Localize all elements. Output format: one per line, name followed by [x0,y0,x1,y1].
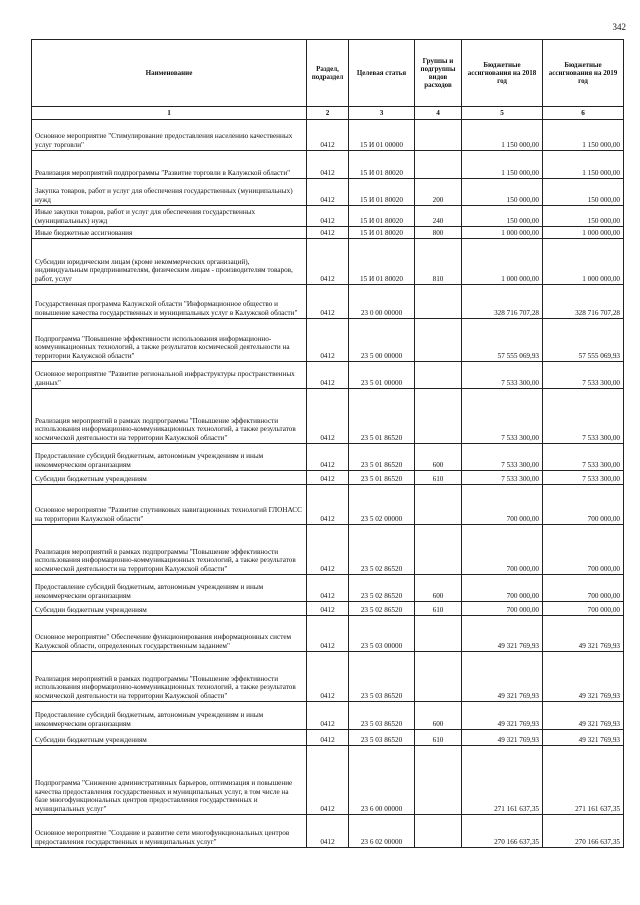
header-groups: Группы и подгруппы видов расходов [415,40,462,107]
row-section: 0412 [307,575,349,602]
row-amount-2019: 49 321 769,93 [543,616,624,652]
page-number: 342 [612,22,626,32]
row-amount-2018: 150 000,00 [462,179,543,206]
row-target: 23 5 00 00000 [349,319,415,362]
row-target: 23 6 02 00000 [349,815,415,848]
row-group: 610 [415,602,462,616]
header-target: Целевая статья [349,40,415,107]
row-amount-2019: 700 000,00 [543,602,624,616]
row-group [415,616,462,652]
row-section: 0412 [307,746,349,815]
row-group [415,389,462,444]
row-section: 0412 [307,730,349,746]
row-target: 15 И 01 00000 [349,120,415,151]
row-amount-2019: 1 000 000,00 [543,239,624,285]
row-section: 0412 [307,525,349,575]
row-amount-2018: 1 150 000,00 [462,151,543,179]
row-name: Субсидии бюджетным учреждениям [32,730,307,746]
row-name: Государственная программа Калужской области "Информационное общество и повышение качества государственных и муниципальных услуг в Калужской области" [32,285,307,319]
row-group [415,815,462,848]
budget-table [31,39,624,848]
row-group [415,746,462,815]
row-amount-2018: 700 000,00 [462,575,543,602]
row-amount-2019: 328 716 707,28 [543,285,624,319]
row-name: Реализация мероприятий подпрограммы "Развитие торговли в Калужской области" [32,151,307,179]
row-amount-2019: 7 533 300,00 [543,389,624,444]
row-amount-2018: 49 321 769,93 [462,702,543,730]
table-row [32,652,624,702]
row-target: 23 5 03 86520 [349,652,415,702]
row-name: Основное мероприятие "Стимулирование предоставления населению качественных услуг торговли" [32,120,307,151]
row-amount-2018: 700 000,00 [462,525,543,575]
table-row [32,389,624,444]
row-section: 0412 [307,227,349,239]
row-section: 0412 [307,485,349,525]
row-section: 0412 [307,151,349,179]
table-row [32,746,624,815]
row-name: Реализация мероприятий в рамках подпрограммы "Повышение эффективности использования информационно-коммуникационных технологий, а также результатов космической деятельности на территории Калужской области" [32,389,307,444]
row-amount-2019: 7 533 300,00 [543,362,624,389]
row-target: 15 И 01 80020 [349,206,415,227]
table-row [32,179,624,206]
row-target: 23 5 01 86520 [349,389,415,444]
table-row [32,485,624,525]
row-group [415,525,462,575]
row-target: 23 6 00 00000 [349,746,415,815]
row-amount-2019: 270 166 637,35 [543,815,624,848]
row-amount-2019: 271 161 637,35 [543,746,624,815]
table-header-row [32,40,624,107]
header-2019: Бюджетные ассигнования на 2019 год [543,40,624,107]
row-name: Иные бюджетные ассигнования [32,227,307,239]
row-section: 0412 [307,444,349,471]
row-amount-2019: 150 000,00 [543,179,624,206]
row-amount-2019: 49 321 769,93 [543,702,624,730]
column-number: 4 [415,107,462,120]
row-name: Предоставление субсидий бюджетным, автономным учреждениям и иным некоммерческим организациям [32,575,307,602]
table-row [32,815,624,848]
row-amount-2018: 49 321 769,93 [462,730,543,746]
row-target: 23 5 02 86520 [349,602,415,616]
table-row [32,206,624,227]
row-target: 23 5 01 00000 [349,362,415,389]
table-row [32,471,624,485]
row-name: Подпрограмма "Снижение административных барьеров, оптимизация и повышение качества предоставления государственных и муниципальных услуг, в том числе на базе многофункциональных центров предоставления государственных и муниципальных услуг" [32,746,307,815]
column-number: 2 [307,107,349,120]
row-amount-2018: 1 150 000,00 [462,120,543,151]
row-amount-2018: 700 000,00 [462,602,543,616]
row-name: Основное мероприятие "Развитие региональной инфраструктуры пространственных данных" [32,362,307,389]
row-name: Реализация мероприятий в рамках подпрограммы "Повышение эффективности использования информационно-коммуникационных технологий, а также результатов космической деятельности на территории Калужской области" [32,652,307,702]
row-amount-2018: 7 533 300,00 [462,444,543,471]
row-group: 610 [415,471,462,485]
row-section: 0412 [307,319,349,362]
row-amount-2019: 7 533 300,00 [543,444,624,471]
row-section: 0412 [307,362,349,389]
table-row [32,239,624,285]
column-number: 5 [462,107,543,120]
row-target: 23 5 03 86520 [349,730,415,746]
row-section: 0412 [307,602,349,616]
table-row [32,702,624,730]
row-section: 0412 [307,616,349,652]
row-section: 0412 [307,702,349,730]
table-row [32,362,624,389]
row-group [415,319,462,362]
column-number: 1 [32,107,307,120]
row-amount-2018: 328 716 707,28 [462,285,543,319]
table-row [32,444,624,471]
row-group: 240 [415,206,462,227]
row-group: 600 [415,702,462,730]
row-amount-2018: 7 533 300,00 [462,471,543,485]
row-target: 15 И 01 80020 [349,179,415,206]
row-amount-2018: 7 533 300,00 [462,362,543,389]
table-row [32,525,624,575]
row-amount-2019: 57 555 069,93 [543,319,624,362]
row-name: Субсидии бюджетным учреждениям [32,602,307,616]
header-name: Наименование [32,40,307,107]
row-group [415,652,462,702]
row-group: 200 [415,179,462,206]
row-name: Иные закупки товаров, работ и услуг для обеспечения государственных (муниципальных) нужд [32,206,307,227]
header-2018: Бюджетные ассигнования на 2018 год [462,40,543,107]
row-amount-2018: 1 000 000,00 [462,227,543,239]
row-target: 23 0 00 00000 [349,285,415,319]
row-section: 0412 [307,179,349,206]
row-section: 0412 [307,285,349,319]
row-name: Субсидии бюджетным учреждениям [32,471,307,485]
row-amount-2019: 1 000 000,00 [543,227,624,239]
row-amount-2018: 7 533 300,00 [462,389,543,444]
row-amount-2019: 150 000,00 [543,206,624,227]
row-section: 0412 [307,815,349,848]
row-section: 0412 [307,206,349,227]
row-amount-2018: 49 321 769,93 [462,616,543,652]
row-group [415,151,462,179]
table-row [32,319,624,362]
row-amount-2019: 700 000,00 [543,525,624,575]
row-name: Предоставление субсидий бюджетным, автономным учреждениям и иным некоммерческим организациям [32,702,307,730]
row-group [415,120,462,151]
row-name: Реализация мероприятий в рамках подпрограммы "Повышение эффективности использования информационно-коммуникационных технологий, а также результатов космической деятельности на территории Калужской области" [32,525,307,575]
row-target: 23 5 03 00000 [349,616,415,652]
row-name: Основное мероприятие "Развитие спутниковых навигационных технологий ГЛОНАСС на территории Калужской области" [32,485,307,525]
row-target: 23 5 03 86520 [349,702,415,730]
row-amount-2019: 1 150 000,00 [543,120,624,151]
row-target: 23 5 01 86520 [349,471,415,485]
row-group [415,285,462,319]
row-section: 0412 [307,389,349,444]
row-section: 0412 [307,652,349,702]
table-row [32,227,624,239]
row-group: 600 [415,444,462,471]
row-target: 23 5 02 00000 [349,485,415,525]
row-target: 23 5 02 86520 [349,575,415,602]
row-group: 610 [415,730,462,746]
row-name: Основное мероприятие" Обеспечение функционирования информационных систем Калужской области, определенных государственным заданием" [32,616,307,652]
table-row [32,602,624,616]
header-section: Раздел, подраздел [307,40,349,107]
table-row [32,151,624,179]
row-group: 810 [415,239,462,285]
row-amount-2018: 57 555 069,93 [462,319,543,362]
row-amount-2019: 700 000,00 [543,575,624,602]
row-amount-2018: 150 000,00 [462,206,543,227]
row-name: Субсидии юридическим лицам (кроме некоммерческих организаций), индивидуальным предпринимателям, физическим лицам - производителям товаров, работ, услуг [32,239,307,285]
row-amount-2019: 49 321 769,93 [543,652,624,702]
row-amount-2019: 1 150 000,00 [543,151,624,179]
row-name: Основное мероприятие "Создание и развитие сети многофункциональных центров предоставления государственных и муниципальных услуг" [32,815,307,848]
row-group [415,485,462,525]
row-amount-2018: 270 166 637,35 [462,815,543,848]
table-row [32,285,624,319]
column-number: 3 [349,107,415,120]
row-section: 0412 [307,471,349,485]
table-row [32,616,624,652]
row-name: Закупка товаров, работ и услуг для обеспечения государственных (муниципальных) нужд [32,179,307,206]
column-number-row [32,107,624,120]
row-amount-2019: 49 321 769,93 [543,730,624,746]
row-name: Подпрограмма "Повышение эффективности использования информационно-коммуникационных технологий, а также результатов космической деятельности на территории Калужской области" [32,319,307,362]
row-amount-2018: 1 000 000,00 [462,239,543,285]
table-row [32,120,624,151]
row-group: 800 [415,227,462,239]
row-group [415,362,462,389]
row-amount-2018: 271 161 637,35 [462,746,543,815]
row-amount-2018: 700 000,00 [462,485,543,525]
row-target: 23 5 02 86520 [349,525,415,575]
row-name: Предоставление субсидий бюджетным, автономным учреждениям и иным некоммерческим организациям [32,444,307,471]
row-section: 0412 [307,239,349,285]
table-row [32,575,624,602]
row-amount-2019: 7 533 300,00 [543,471,624,485]
row-section: 0412 [307,120,349,151]
column-number: 6 [543,107,624,120]
row-target: 23 5 01 86520 [349,444,415,471]
table-row [32,730,624,746]
row-target: 15 И 01 80020 [349,227,415,239]
row-amount-2018: 49 321 769,93 [462,652,543,702]
row-amount-2019: 700 000,00 [543,485,624,525]
row-target: 15 И 01 80020 [349,239,415,285]
row-group: 600 [415,575,462,602]
row-target: 15 И 01 80020 [349,151,415,179]
